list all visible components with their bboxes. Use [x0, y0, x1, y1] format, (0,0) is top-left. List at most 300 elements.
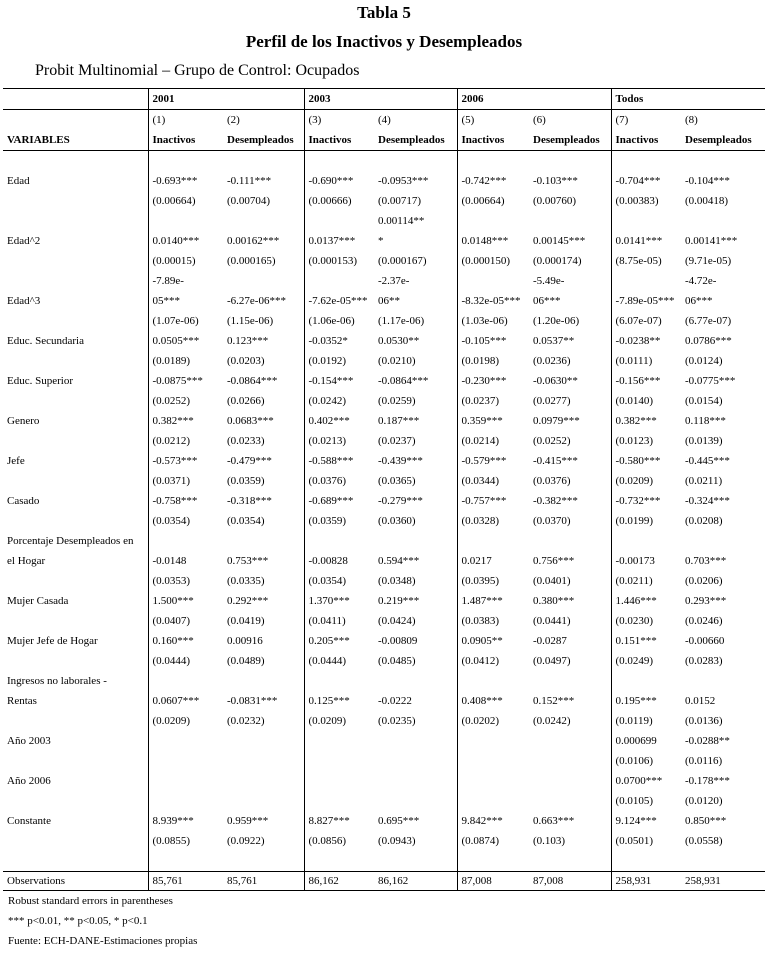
- table-cell: (0.0354): [227, 515, 265, 527]
- table-cell: [374, 671, 457, 691]
- table-cell: [611, 271, 681, 291]
- observations-label: Observations: [3, 872, 148, 891]
- table-cell: (8.75e-05): [611, 251, 681, 271]
- table-cell: [457, 731, 529, 751]
- table-cell: 0.00141***: [685, 235, 738, 247]
- table-row: [3, 671, 765, 691]
- row-label: [3, 511, 148, 531]
- table-cell: -0.732***: [611, 491, 681, 511]
- table-cell: -0.111***: [227, 175, 272, 187]
- table-cell: 0.0905**: [457, 631, 529, 651]
- col-name: Desempleados: [681, 130, 765, 151]
- table-cell: (0.0407): [148, 611, 223, 631]
- header-blank: [3, 110, 148, 131]
- table-cell: -0.0148: [148, 551, 223, 571]
- col-name: Desempleados: [223, 130, 304, 151]
- table-cell: [457, 151, 529, 172]
- table-cell: [148, 731, 223, 751]
- table-cell: (0.00664): [457, 191, 529, 211]
- table-cell: (0.0242): [304, 391, 374, 411]
- table-cell: [529, 671, 611, 691]
- table-cell: -0.0864***: [227, 375, 278, 387]
- table-row: [3, 251, 765, 271]
- table-cell: (0.0354): [304, 571, 374, 591]
- table-cell: 0.118***: [685, 415, 726, 427]
- table-cell: (0.00704): [227, 195, 271, 207]
- table-cell: [223, 851, 304, 872]
- observations-value: 85,761: [148, 872, 223, 891]
- table-cell: [529, 851, 611, 872]
- table-cell: 0.205***: [304, 631, 374, 651]
- table-cell: 0.380***: [533, 595, 575, 607]
- table-cell: 0.850***: [685, 815, 727, 827]
- table-cell: [304, 671, 374, 691]
- table-cell: -0.757***: [457, 491, 529, 511]
- row-label: [3, 831, 148, 851]
- col-number: (4): [378, 114, 391, 126]
- table-cell: (0.0419): [227, 615, 265, 627]
- table-cell: (0.0874): [457, 831, 529, 851]
- table-row: [3, 551, 765, 571]
- table-row: [3, 211, 765, 231]
- table-cell: -0.156***: [611, 371, 681, 391]
- table-cell: [304, 791, 374, 811]
- table-cell: (0.0489): [227, 655, 265, 667]
- row-label: Año 2003: [7, 735, 51, 747]
- table-row: [3, 711, 765, 731]
- table-cell: (0.0485): [378, 655, 416, 667]
- row-label: [3, 391, 148, 411]
- table-cell: -0.690***: [304, 171, 374, 191]
- note-robust-se: Robust standard errors in parentheses: [8, 895, 173, 907]
- table-cell: (9.71e-05): [685, 255, 732, 267]
- row-label: Rentas: [7, 695, 37, 707]
- table-cell: (0.0123): [611, 431, 681, 451]
- table-cell: 0.0786***: [685, 335, 732, 347]
- table-cell: (0.0943): [378, 835, 416, 847]
- table-cell: 0.756***: [533, 555, 575, 567]
- row-label: [3, 251, 148, 271]
- table-cell: -0.382***: [533, 495, 578, 507]
- table-cell: (0.000167): [378, 255, 427, 267]
- table-cell: -0.689***: [304, 491, 374, 511]
- model-caption: Probit Multinomial – Grupo de Control: Ocupados: [35, 62, 360, 79]
- table-cell: (0.0106): [611, 751, 681, 771]
- table-cell: -0.445***: [685, 455, 730, 467]
- table-cell: (0.00383): [611, 191, 681, 211]
- table-cell: -0.318***: [227, 495, 272, 507]
- table-cell: (0.0371): [148, 471, 223, 491]
- table-cell: (0.0328): [457, 511, 529, 531]
- table-row: [3, 831, 765, 851]
- year-group-2003: 2003: [304, 89, 457, 110]
- table-cell: (0.0209): [304, 711, 374, 731]
- table-row: [3, 271, 765, 291]
- table-cell: (0.103): [533, 835, 566, 847]
- table-cell: [223, 271, 304, 291]
- table-cell: 0.0137***: [304, 231, 374, 251]
- row-label: [3, 431, 148, 451]
- table-cell: (0.0354): [148, 511, 223, 531]
- table-cell: (0.0283): [685, 655, 723, 667]
- row-label: Genero: [7, 415, 40, 427]
- table-row: [3, 311, 765, 331]
- table-cell: (0.0266): [227, 395, 265, 407]
- variables-label: VARIABLES: [3, 130, 148, 151]
- table-cell: [529, 771, 611, 791]
- table-cell: 0.151***: [611, 631, 681, 651]
- table-cell: [223, 731, 304, 751]
- table-cell: [611, 151, 681, 172]
- table-cell: -0.00809: [378, 635, 418, 647]
- table-cell: [223, 771, 304, 791]
- row-label: [3, 791, 148, 811]
- table-cell: 0.0505***: [148, 331, 223, 351]
- table-cell: [148, 851, 223, 872]
- table-cell: (0.0365): [378, 475, 416, 487]
- col-number: (8): [685, 114, 698, 126]
- table-cell: -6.27e-06***: [227, 295, 286, 307]
- table-cell: 0.0979***: [533, 415, 580, 427]
- table-cell: [223, 671, 304, 691]
- table-cell: (0.00015): [148, 251, 223, 271]
- table-cell: 0.0700***: [611, 771, 681, 791]
- table-row: [3, 171, 765, 191]
- table-row: [3, 471, 765, 491]
- table-cell: 1.446***: [611, 591, 681, 611]
- table-row: [3, 451, 765, 471]
- row-label: Mujer Casada: [7, 595, 69, 607]
- table-cell: (0.0105): [611, 791, 681, 811]
- table-row: [3, 231, 765, 251]
- table-cell: 0.0140***: [148, 231, 223, 251]
- table-row: [3, 631, 765, 651]
- table-cell: 0.703***: [685, 555, 727, 567]
- table-cell: [148, 791, 223, 811]
- table-row: [3, 291, 765, 311]
- table-cell: (0.0395): [457, 571, 529, 591]
- observations-value: 87,008: [457, 872, 529, 891]
- table-row: [3, 651, 765, 671]
- observations-value: 86,162: [304, 872, 374, 891]
- row-label: Educ. Superior: [7, 375, 73, 387]
- table-cell: -0.573***: [148, 451, 223, 471]
- col-number-row: [3, 110, 765, 131]
- table-cell: [529, 731, 611, 751]
- table-cell: (0.0237): [457, 391, 529, 411]
- table-cell: [148, 771, 223, 791]
- table-cell: 8.827***: [304, 811, 374, 831]
- table-cell: (0.0359): [304, 511, 374, 531]
- table-cell: -0.693***: [148, 171, 223, 191]
- row-label: [3, 851, 148, 872]
- table-cell: -0.439***: [378, 455, 423, 467]
- table-cell: -0.0875***: [148, 371, 223, 391]
- row-label: [3, 651, 148, 671]
- table-cell: [374, 751, 457, 771]
- table-cell: [374, 731, 457, 751]
- table-row: [3, 691, 765, 711]
- table-cell: 0.0152: [685, 695, 716, 707]
- table-cell: (0.0856): [304, 831, 374, 851]
- table-cell: (0.0259): [378, 395, 416, 407]
- table-cell: (0.0212): [148, 431, 223, 451]
- table-cell: -0.758***: [148, 491, 223, 511]
- table-cell: 0.0607***: [148, 691, 223, 711]
- note-significance: *** p<0.01, ** p<0.05, * p<0.1: [8, 915, 148, 927]
- year-header-row: [3, 89, 765, 110]
- table-cell: (0.0209): [611, 471, 681, 491]
- table-cell: -0.154***: [304, 371, 374, 391]
- table-cell: -0.0630**: [533, 375, 578, 387]
- table-cell: (0.0444): [148, 651, 223, 671]
- table-cell: (0.0136): [685, 715, 723, 727]
- table-cell: (0.0235): [378, 715, 416, 727]
- table-cell: (0.0249): [611, 651, 681, 671]
- observations-row: [3, 872, 765, 891]
- header-blank: [3, 89, 148, 110]
- col-name: Inactivos: [457, 130, 529, 151]
- row-label: Educ. Secundaria: [7, 335, 84, 347]
- row-label: [3, 471, 148, 491]
- table-cell: (0.0119): [611, 711, 681, 731]
- table-cell: (0.0411): [304, 611, 374, 631]
- table-cell: -0.588***: [304, 451, 374, 471]
- table-cell: (0.0210): [378, 355, 416, 367]
- observations-value: 85,761: [223, 872, 304, 891]
- col-number: (3): [304, 110, 374, 131]
- table-cell: (0.000165): [227, 255, 276, 267]
- table-cell: [223, 211, 304, 231]
- table-cell: (1.06e-06): [304, 311, 374, 331]
- table-cell: [681, 211, 765, 231]
- table-cell: (0.0277): [533, 395, 571, 407]
- row-label: [3, 351, 148, 371]
- table-cell: (0.0246): [685, 615, 723, 627]
- table-cell: (0.0189): [148, 351, 223, 371]
- table-cell: (0.0202): [457, 711, 529, 731]
- table-cell: (0.0252): [533, 435, 571, 447]
- table-cell: [611, 531, 681, 551]
- table-cell: -0.00173: [611, 551, 681, 571]
- col-name: Inactivos: [611, 130, 681, 151]
- table-cell: (6.77e-07): [685, 315, 732, 327]
- table-cell: [681, 531, 765, 551]
- table-cell: [457, 211, 529, 231]
- table-cell: -0.0775***: [685, 375, 736, 387]
- table-cell: 06**: [378, 295, 400, 307]
- table-cell: 0.753***: [227, 555, 269, 567]
- table-row: [3, 751, 765, 771]
- table-cell: 0.663***: [533, 815, 575, 827]
- col-number: (1): [148, 110, 223, 131]
- observations-value: 258,931: [611, 872, 681, 891]
- table-cell: 1.370***: [304, 591, 374, 611]
- table-row: [3, 431, 765, 451]
- table-cell: -5.49e-: [533, 275, 565, 287]
- table-cell: (1.15e-06): [227, 315, 274, 327]
- year-group-todos: Todos: [611, 89, 765, 110]
- table-cell: 0.408***: [457, 691, 529, 711]
- table-cell: -0.00660: [685, 635, 725, 647]
- table-number: Tabla 5: [357, 3, 411, 22]
- table-row: [3, 571, 765, 591]
- table-cell: (0.0424): [378, 615, 416, 627]
- table-cell: 0.359***: [457, 411, 529, 431]
- row-label: Casado: [7, 495, 40, 507]
- table-cell: [681, 671, 765, 691]
- table-cell: -0.324***: [685, 495, 730, 507]
- table-cell: [148, 751, 223, 771]
- table-cell: -4.72e-: [685, 275, 717, 287]
- table-cell: (0.0140): [611, 391, 681, 411]
- table-row: [3, 851, 765, 872]
- table-cell: -0.0287: [533, 635, 567, 647]
- table-cell: (0.0922): [227, 835, 265, 847]
- table-cell: [457, 751, 529, 771]
- table-cell: [374, 151, 457, 172]
- row-label: Edad^2: [7, 235, 41, 247]
- observations-value: 87,008: [529, 872, 611, 891]
- table-cell: 9.842***: [457, 811, 529, 831]
- table-cell: (0.0444): [304, 651, 374, 671]
- table-cell: (0.0497): [533, 655, 571, 667]
- table-cell: -0.178***: [685, 775, 730, 787]
- col-number: (2): [227, 114, 240, 126]
- table-cell: 0.0537**: [533, 335, 575, 347]
- table-cell: [611, 211, 681, 231]
- table-cell: 0.0141***: [611, 231, 681, 251]
- table-cell: (0.0353): [148, 571, 223, 591]
- table-cell: -0.704***: [611, 171, 681, 191]
- regression-table: [3, 88, 765, 891]
- table-cell: [304, 731, 374, 751]
- table-cell: [304, 211, 374, 231]
- table-cell: 0.00145***: [533, 235, 586, 247]
- table-cell: [457, 671, 529, 691]
- table-cell: (0.0213): [304, 431, 374, 451]
- table-cell: (0.0124): [685, 355, 723, 367]
- table-cell: 1.487***: [457, 591, 529, 611]
- table-cell: (0.0376): [304, 471, 374, 491]
- table-cell: 9.124***: [611, 811, 681, 831]
- table-cell: 0.0148***: [457, 231, 529, 251]
- table-cell: 05***: [148, 291, 223, 311]
- table-cell: -7.89e-05***: [611, 291, 681, 311]
- table-cell: 0.000699: [611, 731, 681, 751]
- table-cell: 0.187***: [378, 415, 420, 427]
- row-label: Jefe: [7, 455, 25, 467]
- table-cell: 0.123***: [227, 335, 269, 347]
- table-cell: (0.00418): [685, 195, 729, 207]
- table-cell: -0.230***: [457, 371, 529, 391]
- row-label: [3, 711, 148, 731]
- table-cell: (0.0412): [457, 651, 529, 671]
- table-cell: -7.62e-05***: [304, 291, 374, 311]
- table-cell: (0.0230): [611, 611, 681, 631]
- year-group-2006: 2006: [457, 89, 611, 110]
- table-cell: 0.00162***: [227, 235, 280, 247]
- row-label: [3, 151, 148, 172]
- table-cell: -7.89e-: [148, 271, 223, 291]
- table-row: [3, 151, 765, 172]
- row-label: [3, 571, 148, 591]
- table-cell: (0.0855): [148, 831, 223, 851]
- table-cell: 1.500***: [148, 591, 223, 611]
- row-label: [3, 751, 148, 771]
- table-cell: (0.0111): [611, 351, 681, 371]
- table-cell: [148, 211, 223, 231]
- table-cell: [374, 531, 457, 551]
- table-cell: (0.0211): [611, 571, 681, 591]
- table-cell: 0.382***: [611, 411, 681, 431]
- col-name-row: [3, 130, 765, 151]
- table-cell: 0.695***: [378, 815, 420, 827]
- table-cell: [529, 791, 611, 811]
- table-cell: -0.0222: [378, 695, 412, 707]
- table-cell: [304, 531, 374, 551]
- table-cell: (0.0359): [227, 475, 265, 487]
- table-cell: (0.0209): [148, 711, 223, 731]
- table-cell: 0.152***: [533, 695, 575, 707]
- table-cell: [529, 151, 611, 172]
- table-row: [3, 371, 765, 391]
- col-number: (7): [611, 110, 681, 131]
- col-number: (5): [457, 110, 529, 131]
- table-cell: (0.0237): [378, 435, 416, 447]
- table-cell: 0.0530**: [378, 335, 420, 347]
- table-cell: (0.0335): [227, 575, 265, 587]
- table-cell: [304, 851, 374, 872]
- table-cell: [457, 851, 529, 872]
- table-cell: -0.580***: [611, 451, 681, 471]
- table-cell: 8.939***: [148, 811, 223, 831]
- table-cell: (0.0139): [685, 435, 723, 447]
- table-cell: 0.00114**: [378, 215, 425, 227]
- table-cell: -0.0238**: [611, 331, 681, 351]
- table-cell: -0.479***: [227, 455, 272, 467]
- row-label: Constante: [7, 815, 51, 827]
- table-cell: 0.195***: [611, 691, 681, 711]
- table-cell: 0.293***: [685, 595, 727, 607]
- col-name: Desempleados: [374, 130, 457, 151]
- table-cell: (0.00717): [378, 195, 422, 207]
- table-cell: -0.742***: [457, 171, 529, 191]
- table-cell: -0.0864***: [378, 375, 429, 387]
- table-cell: (0.0154): [685, 395, 723, 407]
- table-cell: [148, 151, 223, 172]
- year-group-2001: 2001: [148, 89, 304, 110]
- table-row: [3, 771, 765, 791]
- table-cell: (0.0376): [533, 475, 571, 487]
- table-cell: (0.0206): [685, 575, 723, 587]
- table-cell: -0.579***: [457, 451, 529, 471]
- table-cell: (1.07e-06): [148, 311, 223, 331]
- table-cell: [529, 211, 611, 231]
- table-cell: 0.160***: [148, 631, 223, 651]
- table-row: [3, 191, 765, 211]
- table-cell: -0.00828: [304, 551, 374, 571]
- table-cell: (0.0252): [148, 391, 223, 411]
- row-label: Ingresos no laborales -: [7, 675, 107, 687]
- col-name: Inactivos: [304, 130, 374, 151]
- table-cell: (0.0233): [227, 435, 265, 447]
- table-row: [3, 611, 765, 631]
- table-cell: (0.0242): [533, 715, 571, 727]
- table-cell: 0.0683***: [227, 415, 274, 427]
- table-cell: (0.0203): [227, 355, 265, 367]
- table-cell: [304, 771, 374, 791]
